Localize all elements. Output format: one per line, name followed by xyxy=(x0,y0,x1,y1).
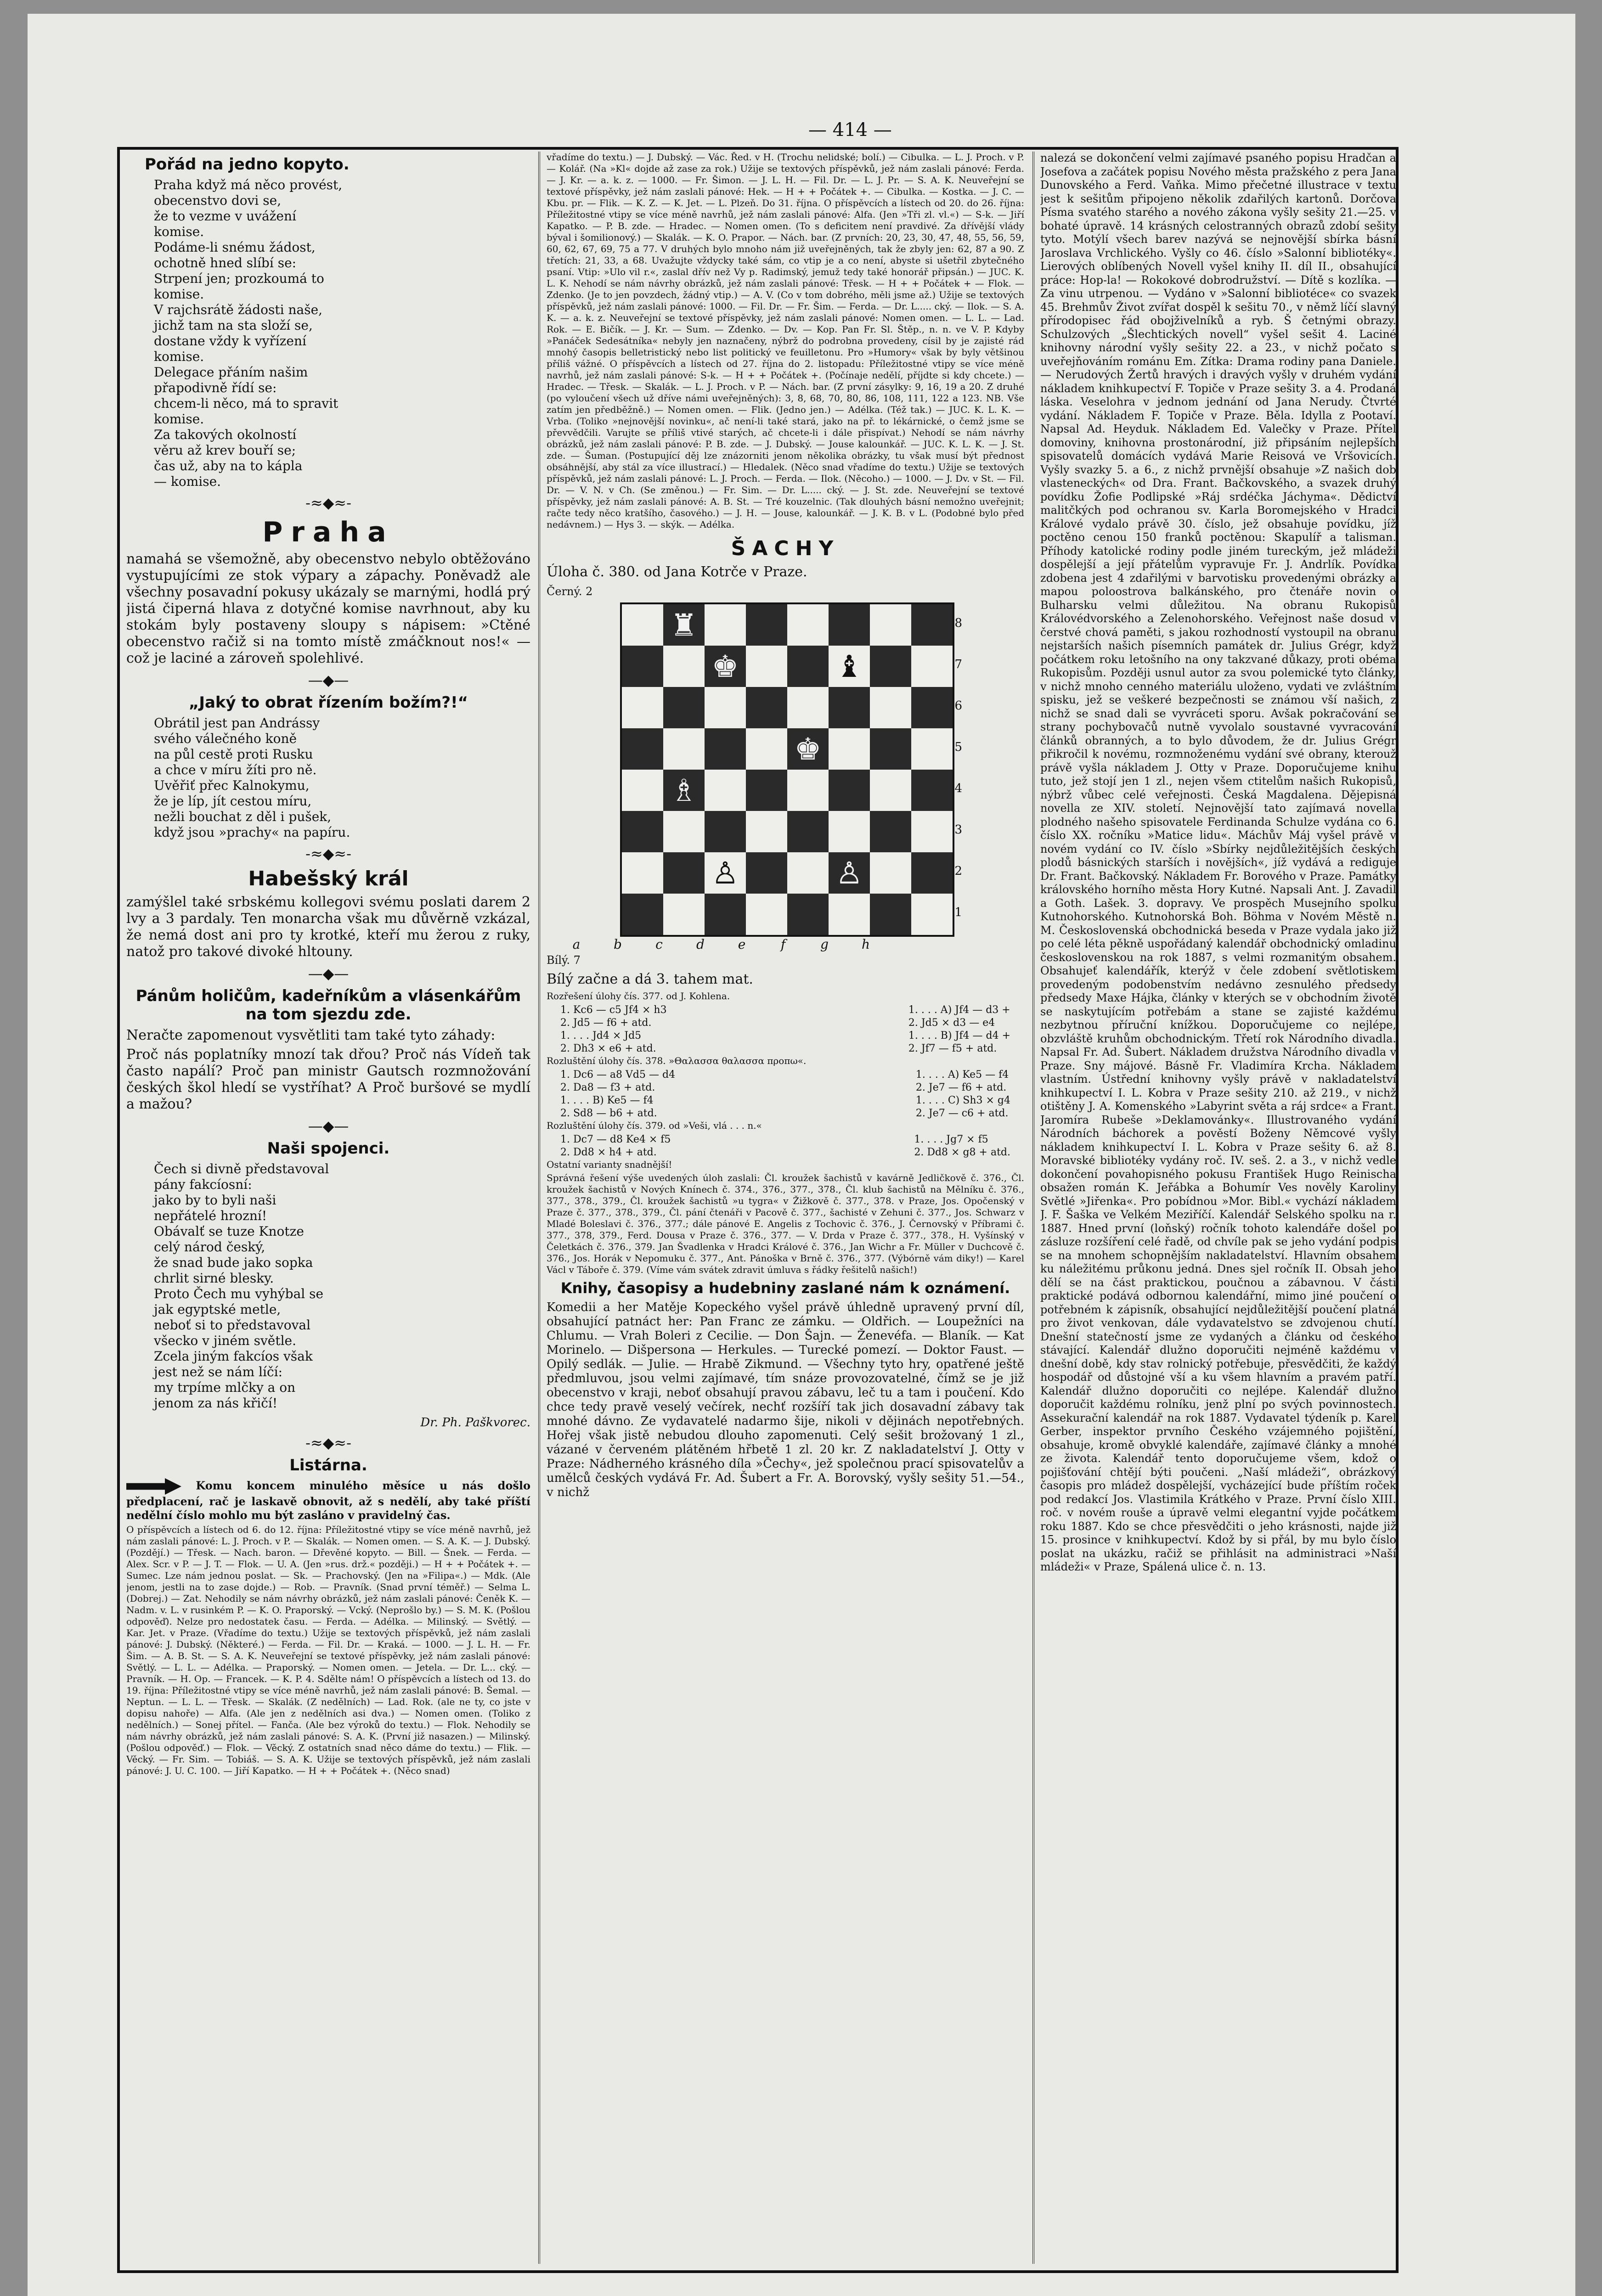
rank-label: 7 xyxy=(954,658,962,671)
solution-move: 2. Jd5 × d3 — e4 xyxy=(908,1017,995,1029)
chess-square xyxy=(787,604,829,646)
rank-label: 5 xyxy=(954,740,962,754)
article-text: namahá se všemožně, aby obecenstvo nebylo obtěžováno vystupujícími ze stok výpary a zápachy. Poněvadž ale všechny posavadní pokusy ukázaly se marnými, hodlá prý jistá čiperná hlava z dotyčné komise navrhnout, aby ku stokám byly postaveny sloupy s nápisem: »Ctěné obecenstvo račiž si na tomto místě zmáčknout nos!« — což je laciné a zároveň spolehlivé. xyxy=(126,551,530,666)
section-title: Listárna. xyxy=(289,1456,367,1474)
chess-square xyxy=(622,811,663,852)
solution-move: 1. . . . B) Ke5 — f4 xyxy=(560,1095,654,1106)
poem: Praha když má něco provést, obecenstvo dovi se, že to vezme v uvážení komise. Podáme-li snému žádost, ochotně hned slíbí se: Strpení jen; prozkoumá to komise. V rajchsrátě žádosti naše, jichž tam na sta složí se, dostane vždy k vyřízení komise. Delegace přáním našim přapodivně řídí se: chcem-li něco, má to spravit komise. Za takových okolností věru až krev bouří se; čas už, aby na to kápla — komise. xyxy=(154,177,343,489)
solution-move: 1. Dc6 — a8 Vd5 — d4 xyxy=(560,1069,676,1080)
article-text: Komedii a her Matěje Kopeckého vyšel právě úhledně upravený první díl, obsahující patnáct her: Pan Franc ze zámku. — Oldřich. — Loupežníci na Chlumu. — Vrah Boleri z Cecilie. — Don Šajn. — Ženevéfa. — Blaník. — Kat Morinelo. — Dišpersona — Herkules. — Turecké pomezí. — Doktor Faust. — Opilý sedlák. — Julie. — Hrabě Zikmund. — Všechny tyto hry, opatřené ještě předmluvou, jsou velmi zajímavé, tím snáze provozovatelné, čímž se je již obecenstvo v kraji, neboť obsahují pravou zábavu, leč tu a tam i poučení. Kdo chce tedy pravě veselý večírek, nechť rozšíří tak jich dosavadní zábavy tak mnohé dávno. Ze vydavatelé nadarmo šije, nikoli v dějinách nepotřebných. Hořej však jistě nebudou dlouho zapomenuti. Celý sešit brožovaný 1 zl., vázané v červeném plátěném hřbetě 1 zl. 20 kr. Z nakladatelství J. Otty v Praze: Nádherného krásného díla »Čechy«, jež společnou prací spisovatelův a umělců českých vydává Fr. Ad. Šubert a Fr. A. Borovský, vyšly sešity 51.—54., v nichž xyxy=(547,1300,1024,1499)
ornament-divider: -≈◆≈- xyxy=(305,845,351,862)
chess-square xyxy=(911,646,953,687)
chess-square xyxy=(622,894,663,935)
chess-square xyxy=(787,687,829,728)
solution-left xyxy=(560,1004,667,1055)
chess-square xyxy=(705,604,746,646)
solution-move: 1. Kc6 — c5 Jf4 × h3 xyxy=(560,1004,667,1016)
chess-square: ♚ xyxy=(787,728,829,770)
section-title: Knihy, časopisy a hudebniny zaslané nám k oznámení. xyxy=(560,1279,1010,1297)
chess-problem-title: Úloha č. 380. od Jana Kotrče v Praze. xyxy=(547,564,807,580)
article-text: zamýšlel také srbskému kollegovi svému poslati darem 2 lvy a 3 pardaly. Ten monarcha však mu důvěrně vzkázal, že nemá dost ani pro ty krotké, kteří mu žerou z ruky, natož pro takové divoké hltouny. xyxy=(126,894,530,960)
chess-square xyxy=(746,852,787,894)
solution-right xyxy=(916,1069,1010,1120)
chess-square xyxy=(911,604,953,646)
rank-label: 8 xyxy=(954,616,962,630)
chess-square: ♜ xyxy=(663,604,705,646)
chess-square xyxy=(622,770,663,811)
chess-square xyxy=(746,687,787,728)
chess-square xyxy=(870,687,911,728)
chess-square xyxy=(622,852,663,894)
solution-move: 1. . . . C) Sh3 × g4 xyxy=(915,1095,1010,1106)
solution-block xyxy=(560,1004,1010,1055)
solvers-text: Správná řešení výše uvedených úloh zaslali: Čl. kroužek šachistů v kavárně Jedličkově č. 376., Čl. kroužek šachistů v Nových Knínech č. 374., 376., 377., 378., Čl. klub šachistů na Mělníku č. 376., 377., 378., 379., Čl. kroužek šachistů »u tygra« v Žižkově č. 377., 378. v Praze, Jos. Opočenský v Praze č. 377., 378., 379., Čl. pání čtenáři v Pacově č. 377., šachisté v Zehuni č. 377., Jos. Schwarz v Mladé Boleslavi č. 376., 377.; dále pánové E. Angelis z Tochovic č. 376., J. Černovský v Příbrami č. 377., 378, 379., Ferd. Dousa v Praze č. 376., 377. — V. Drda v Praze č. 377., 378., H. Vyšínský v Čeletkách č. 376., 379. Jan Švadlenka v Hradci Králové č. 376., Jan Wichr a Fr. Müller v Duchcově č. 376., Jos. Horák v Nepomuku č. 377., Ant. Pánoška v Brně č. 376., 377. (Výbórně vám diky!) — Karel Václ v Táboře č. 379. (Víme vám svátek zdravit úmluva s řádky řešitelů našich!) xyxy=(547,1172,1024,1275)
column-divider xyxy=(538,152,540,2264)
chess-square xyxy=(746,604,787,646)
chess-square xyxy=(911,687,953,728)
subscription-notice xyxy=(126,1478,530,1522)
column-divider xyxy=(1032,152,1034,2264)
poem: Obrátil jest pan Andrássy svého válečného koně na půl cestě proti Rusku a chce v míru žíti pro ně. Uvěřiť přec Kalnokymu, že je líp, jít cestou míru, nežli bouchat z děl i pušek, když jsou »prachy« na papíru. xyxy=(154,715,350,840)
letters-column-text: O příspěvcích a lístech od 6. do 12. října: Příležitostné vtipy se více méně navrhů, jež nám zaslali pánové: L. J. Proch. v P. — Skalák. — Nomen omen. — S. A. K. — J. Dubský. (Pozdějí.) — Třesk. — Nach. baron. — Dřevěné kopyto. — Bill. — Šnek. — Ferda. — Alex. Scr. v P. — J. T. — Flok. — U. A. (Jen »rus. drž.« později.) — H + + Počátek +. — Sumec. Lze nám jednou poslat. — Sk. — Prachovský. (Jen na »Filipa«.) — Mdk. (Ale jenom, jestli na to zase dojde.) — Rob. — Pravník. (Snad první téměř.) — Selma L. (Dobrej.) — Zat. Nehodily se nám návrhy obrázků, jež nám zaslali pánové: Čeněk K. — Nadm. v. L. v rusinkém P. — K. O. Praporský. — Vcký. (Neprošlo by.) — S. M. K. (Pošlou odpověď). Nelze pro nedostatek času. — Ferda. — Adélka. — Milinský. — Světlý. — Kar. Jet. v Praze. (Vřadíme do textu.) Užije se textových příspěvků, jež nám zaslali pánové: J. Dubský. (Některé.) — Ferda. — Fil. Dr. — Kraká. — 1000. — J. L. H. — Fr. Šim. — A. B. St. — S. A. K. Neuveřejní se textové příspěvky, jež nám zaslali pánové: Světlý. — L. L. — Adélka. — Praporský. — Nomen omen. — Jetela. — Dr. L... cký. — Pravník. — H. Op. — Francek. — K. P. 4. Sdělte nám! O příspěvcích a lístech od 13. do 19. října: Příležitostné vtipy se více méně navrhů, jež nám zaslali pánové: B. Šemal. — Neptun. — L. L. — Třesk. — Skalák. (Z nedělních) — Lad. Rok. (ale ne ty, co jste v dopisu nahoře) — Alfa. (Ale jen z nedělních asi dva.) — Nomen omen. (Toliko z nedělních.) — Sonej přítel. — Fanča. (Ale bez výroků do textu.) — Flok. Nehodily se nám návrhy obrázků, jež nám zaslali pánové: S. A. K. (První již nasazen.) — Milinský. (Pošlou odpověď.) — Flok. — Věcký. Z ostatních snad něco dáme do textu.) — Flik. — Věcký. — Fr. Sim. — Tobiáš. — S. A. K. Užije se textových příspěvků, jež nám zaslali pánové: J. U. C. 100. — Jiří Kapatko. — H + + Počátek +. (Něco snad) xyxy=(126,1524,530,1776)
chess-square: ♗ xyxy=(663,770,705,811)
chess-square xyxy=(829,728,870,770)
solution-move: 2. Dd8 × h4 + atd. xyxy=(560,1147,657,1158)
page-number: — 414 — xyxy=(808,119,892,141)
solution-heading: Rozluštění úlohy čís. 378. »Θαλασσα θαλασσα προπω«. xyxy=(547,1055,807,1066)
solution-move: 2. Je7 — c6 + atd. xyxy=(915,1108,1009,1119)
chess-square xyxy=(829,894,870,935)
ornament-divider: —◆— xyxy=(308,671,349,689)
chess-square xyxy=(705,728,746,770)
left-column xyxy=(126,152,530,2264)
chess-square xyxy=(663,687,705,728)
chess-grid xyxy=(620,602,954,937)
chess-square xyxy=(705,770,746,811)
chess-square xyxy=(870,811,911,852)
article-title: Habešský král xyxy=(248,867,409,890)
article-title: Pánům holičům, kadeřníkům a vlásenkářům na tom sjezdu zde. xyxy=(135,987,521,1024)
rank-labels xyxy=(954,602,962,933)
solution-move: 2. Dd8 × g8 + atd. xyxy=(914,1147,1010,1158)
chess-square xyxy=(746,646,787,687)
file-label: b xyxy=(614,937,622,952)
ornament-divider: -≈◆≈- xyxy=(305,494,351,512)
white-label: Bílý. 7 xyxy=(547,954,581,967)
notice-text: Komu koncem minulého měsíce u nás došlo předplacení, rač je laskavě obnovit, až s nedělí, aby také příští nedělní číslo mohlo mu být zasláno v pravidelný čas. xyxy=(126,1479,530,1522)
rank-label: 1 xyxy=(954,906,962,919)
solution-block xyxy=(560,1133,1010,1159)
chess-square xyxy=(746,770,787,811)
solution-right xyxy=(908,1004,1010,1055)
chess-square xyxy=(663,894,705,935)
solution-move: 1. Dc7 — d8 Ke4 × f5 xyxy=(560,1134,671,1145)
article-title: Pořád na jedno kopyto. xyxy=(145,155,350,174)
chess-square xyxy=(911,770,953,811)
solution-move: 1. . . . Jd4 × Jd5 xyxy=(560,1030,642,1041)
chess-square xyxy=(870,728,911,770)
file-label: a xyxy=(572,937,581,952)
solution-heading: Rozluštění úlohy čís. 379. od »Veši, vlá . . . n.« xyxy=(547,1120,762,1131)
chess-square: ♚ xyxy=(705,646,746,687)
ornament-divider: —◆— xyxy=(308,965,349,982)
file-label: e xyxy=(738,937,746,952)
rank-label: 6 xyxy=(954,699,962,713)
chess-square xyxy=(663,811,705,852)
chess-square xyxy=(787,852,829,894)
article-title: Praha xyxy=(262,516,395,548)
chess-square: ♙ xyxy=(705,852,746,894)
solution-move: 2. Sd8 — b6 + atd. xyxy=(560,1108,657,1119)
chess-square xyxy=(829,604,870,646)
file-label: c xyxy=(655,937,663,952)
solution-move: 1. . . . Jg7 × f5 xyxy=(914,1134,988,1145)
chess-square xyxy=(787,646,829,687)
rank-label: 4 xyxy=(954,782,962,795)
solution-move: 2. Je7 — f6 + atd. xyxy=(915,1082,1007,1093)
article-title: Naši spojenci. xyxy=(267,1139,390,1158)
chess-square xyxy=(746,728,787,770)
ornament-divider: -≈◆≈- xyxy=(305,1434,351,1452)
chess-square xyxy=(787,894,829,935)
chess-square xyxy=(622,728,663,770)
solution-heading: Rozřešení úlohy čís. 377. od J. Kohlena. xyxy=(547,990,730,1002)
solution-move: 2. Dh3 × e6 + atd. xyxy=(560,1043,656,1054)
chess-square xyxy=(829,811,870,852)
solution-right xyxy=(914,1133,1010,1159)
solution-move: 2. Da8 — f3 + atd. xyxy=(560,1082,655,1093)
solution-left xyxy=(560,1133,671,1159)
chess-square xyxy=(911,728,953,770)
black-label: Černý. 2 xyxy=(547,585,593,598)
chess-square xyxy=(622,646,663,687)
solution-move: 1. . . . A) Ke5 — f4 xyxy=(915,1069,1009,1080)
chess-square xyxy=(870,604,911,646)
article-text: Proč nás poplatníky mnozí tak dřou? Proč nás Vídeň tak často napálí? Proč pan ministr Gautsch rozmnožování českých škol hledí se vystříhat? A Proč buršové se mydlí a mažou? xyxy=(126,1047,530,1112)
middle-column xyxy=(547,152,1024,2264)
rank-label: 2 xyxy=(954,864,962,878)
solution-left xyxy=(560,1069,675,1120)
article-text: nalezá se dokončení velmi zajímavé psaného popisu Hradčan a Josefova a začátek popisu Nového města pražského z pera Jana Dunovského a Ferd. Vaňka. Mimo přečetné illustrace v textu jest k sešitům připojeno několik zdařilých kartonů. Dorčova Písma svatého starého a nového zákona vyšly sešity 21.—25. v bohaté úpravě. 14 krásných celostranných obrazů zdobí sešity tyto. Motýlí všech barev nazývá se nejnovější sbírka básní Jaroslava Vrchlického. Vyšly co 46. číslo »Salonní bibliotéky«. Lierových oblíbených Novell vyšel knihy II. díl II., obsahující práce: Hop-la! — Rokokové dobrodružství. — Dítě s kozlíka. — Za vinu utrpenou. — Vydáno v »Salonní bibliotéce« co svazek 45. Brehmův Život zvířat dospěl k sešitu 70., v němž líčí slavný přírodopisec řád obojživelníků a ryb. Š četnými obrazy. Schulzových „Šlechtických novell“ vyšel sešit 4. Laciné knihovny národní vyšly sešity 22. a 23., v nichž počato s uveřejňováním románu Em. Zítka: Drama rodiny pana Daniele. — Nerudových Žertů hravých i dravých vyšly v druhém vydání nákladem knihkupectví F. Topiče v Praze sešity 3. a 4. Prodaná láska. Veselohra v jednom jednání od Jana Nerudy. Čtvrté vydání. Nákladem F. Topiče v Praze. Běla. Idylla z Pootaví. Napsal Ad. Heyduk. Nákladem Ed. Valečky v Praze. Přítel domoviny, knihovna prostonárodní, již připsáním nejlepších spisovatelů domácích vydává Marie Reisová ve Vršovicích. Vyšly svazky 5. a 6., z nichž prvnější obsahuje »Z našich dob vlasteneckých« od Dra. Frant. Bačkovského, a svazek druhý povídku Žofie Podlipské »Ráj srdéčka Jáchyma«. Dědictví malitčkých pod ochranou sv. Karla Boromejského v Hradci Králové vydalo právě 30. číslo, jež obsahuje povídku, jíž poctěno cenou 150 franků poctěnou: Skapulíř a talisman. Příhody katolické rodiny podle jiném tureckým, jež mládeži dospělejší a její přátelům vypravuje Fr. J. Andrlík. Povídka zdobena jest 4 zdařilými v barvotisku provedenými obrázky a mapou poloostrova balkánského, pro čtenáře novin o Bulharsku velmi důležitou. Na obranu Rukopisů Královédvorského a Zelenohorského. Veřejnost naše dosud v čerstvé chová paměti, s jakou rozhodností vystoupil na obranu nejstarších našich písemních památek dr. Julius Grégr, když počátkem roku letošního na ony takzvané důkazy, proti obéma Rukopisům. Později usnul autor za svou polemické tyto články, v nichž mnoho cenného materiálu uloženo, vydati ve zvláštním spisku, jež se veškeré bezpečnosti se známou vší našich, z nichž se snad dali se vyvráceti sporu. Avšak pokračování se strany pochybovačů nutně vyvolalo soustavné vyvracování článků obranných, a to bylo důvodem, že dr. Julius Grégr přikročil k novému, rozmnoženému vydání své obrany, kterouž právě vyšla nákladem J. Otty v Praze. Doporučujeme knihu tuto, jež stojí jen 1 zl., nejen všem ctitelům našich Rukopisů, nýbrž vůbec celé veřejnosti. Česká Magdalena. Dějepisná novella ze XIV. století. Nejnovější tato zajímavá novella plodného našeho spisovatele Ferdinanda Schulze vydána co 6. číslo XX. ročníku »Matice lidu«. Máchův Máj vyšel právě v novém vydání co IV. číslo »Sbírky nejdůležitějších českých plodů básnických starších i novějších«, jíž vydává a rediguje Dr. Frant. Bačkovský. Nákladem Fr. Borového v Praze. Památky královského horního města Hory Kutné. Napsali Ant. J. Zavadil a Goth. Lašek. 3. dopravy. Ve prospěch Musejního spolku Kutnohorského. Kutnohorská Boh. Böhma v Novém Městě n. M. Československá obchodnická beseda v Praze vydala jako již po celé léta pěkně uspořádaný kalendář obchodnický omladinu československou na rok 1887, s velmi rozmanitým obsahem. Obsahujeť kalendářík, kterýž v čele zdobení světlotiskem provedeným podobenstvím nedávno zesnulého předsedy předsedy Maxe Hájka, články v kterých se v obchodním životě se naskytujícím potřebám a stane se zajisté každému nezbytnou příruční knížkou. Doporučujeme co nejlépe, obzvláště kruhům obchodnickým. Třetí rok Národního divadla. Napsal Fr. Ad. Šubert. Nákladem družstva Národního divadla v Praze. Sny májové. Básně Fr. Vladimíra Krcha. Nákladem vlastním. Ústřední knihovny vyšly právě v nakladatelství knihkupectví I. L. Kobra v Praze sešity 210. až 219., v nichž otištěny J. A. Komenského »Labyrint světa a ráj srdce« a Frant. Jaromíra Rubeše »Deklamovánky«. Illustrovaného vydání Národních báchorek a pověstí Boženy Němcové vyšly nákladem knihkupectví I. L. Kobra v Praze sešity 6. až 8. Moravské bibliotéky vydány roč. IV. seš. 2. a 3., v nichž vedle dokončení povahopisného pokusu František Hugo Reinischa obsažen román K. Jeřábka a Bohumír Ves nověly Karoliny Světlé »Jiřenka«. Pro pobídnou »Mor. Bibl.« vychází nákladem J. F. Šaška ve Velkém Meziříčí. Kalendář Selského spolku na r. 1887. Hned první (loňský) ročník tohoto kalendáře došel po zásluze rozšíření celé řadě, od chvíle pak se jeho vydání podpis se na mnohem schopnějším nakladatelství. Hlavním obsahem ku náležitému průkonu jedná. Dnes sjel ročník II. Obsah jeho dělí se na část praktickou, poučnou a zábavnou. V části praktické podává odbornou kalendářní, mimo jiné poučení o potřebném k zápisník, obsahující nejdůležitější poučení platná pro život venkovan, dále vydavatelstvo se zdvojenou chutí. Dnešní statečností jsme ze vydaných a článku od českého stávající. Kalendář dlužno doporučiti nejméně každému v dnešní době, kdy stav rolnický potřebuje, přesvědčiti, že každý hospodář od důstojné vší a ku všem hlavním a pravém patří. Kalendář dlužno doporučiti co nejlépe. Kalendář dlužno doporučit každému rolníku, jenž plní po svých povinnostech. Assekurační kalendář na rok 1887. Vydavatel týdeník p. Karel Gerber, inspektor prvního Českého vzájemného pojištění, obsahuje, kromě obvyklé kalendáře, zajímavé články a mnohé ze života. Kalendář tento doporučujeme všem, kdož o pojišťování chtějí býti poučeni. „Naší mládeži“, obrázkový časopis pro mládež dospělejší, vycházející bude příštím roček pod redakcí Jos. Vlastimila Krátkého v Praze. První číslo XIII. roč. v novém rouše a úpravě velmi elegantní vyjde počátkem roku 1887. Kdo se chce přesvědčiti o jeho krásnosti, najde již 15. prosince v knihkupectví. Kdož by si přál, by mu bylo číslo poslat na ukázku, račiž se přihlásit na administraci »Naší mládeži« v Praze, Spálená ulice č. n. 13. xyxy=(1040,152,1396,1573)
chess-title: ŠACHY xyxy=(731,537,840,560)
file-label: d xyxy=(696,937,705,952)
solution-move: 1. . . . A) Jf4 — d3 + xyxy=(908,1004,1010,1016)
chess-square xyxy=(870,852,911,894)
chess-square xyxy=(663,646,705,687)
right-column xyxy=(1040,152,1396,2264)
ornament-divider: —◆— xyxy=(308,1117,349,1135)
chess-square xyxy=(663,728,705,770)
chess-square xyxy=(622,604,663,646)
chess-square xyxy=(870,646,911,687)
chess-square xyxy=(829,770,870,811)
chess-square xyxy=(870,894,911,935)
chess-square xyxy=(787,811,829,852)
file-labels xyxy=(556,937,886,952)
chess-square xyxy=(829,687,870,728)
article-title: „Jaký to obrat řízením božím?!“ xyxy=(188,693,468,712)
solution-move: 2. Jd5 — f6 + atd. xyxy=(560,1017,652,1029)
chess-square xyxy=(746,894,787,935)
letters-column-text: vřadíme do textu.) — J. Dubský. — Vác. Řed. v H. (Trochu nelidské; bolí.) — Cibulka. — L. J. Proch. v P. — Kolář. (Na »Kl« dojde až zase za rok.) Užije se textových příspěvků, jež nám zaslali pánové: Ferda. — J. Kr. — a. k. z. — 1000. — Fr. Šimon. — J. L. H. — Fil. Dr. — L. J. Pr. — S. A. K. Neuveřejní se textové příspěvky, jež nám zaslali pánové: Hek. — H + + Počátek +. — Cibulka. — Kostka. — J. C. — Kbu. pr. — Flik. — K. Z. — K. Jet. — L. Plzeň. Do 31. října. O příspěvcích a lístech od 20. do 26. října: Příležitostné vtipy se více méně navrhů, jež nám zaslali pánové: Alfa. (Jen »Tři zl. vl.«) — S-k. — Jiří Kapatko. — P. B. zde. — Hradec. — Nomen omen. (To s deficitem není pravdivé. Za dřívější vlády býval i šomilionový.) — Skalák. — K. O. Prapor. — Nách. bar. (Z prvních: 20, 23, 30, 47, 48, 55, 56, 59, 60, 62, 67, 69, 75 a 77. V druhých bylo mnoho nám již uveřejněných, tak že zbyly jen: 62, 87 a 90. Z třetích: 21, 33, a 68. Uvažujte vždycky také sám, co vtip je a co není, abyste si ušetřil zbytečného psaní. Vtip: »Ulo vil r.«, zaslal dřív než Vy p. Radimský, jemuž tedy také honorář připsán.) — JUC. K. L. K. Nehodí se nám návrhy obrázků, jež nám zaslali pánové: Třesk. — H + + Počátek + — Flok. — Zdenko. (Je to jen povzdech, žádný vtip.) — A. V. (Co v tom dobrého, měli jsme až.) Užije se textových příspěvků, jež nám zaslali pánové: 1000. — Fil. Dr. — Fr. Šim. — Ferda. — Dr. L..... cký. — Ilok. — S. A. K. — a. k. z. Neuveřejní se textové příspěvky, jež nám zaslali pánové: Nomen omen. — L. L. — Lad. Rok. — E. Bičík. — J. Kr. — Sum. — Zdenko. — Dv. — Kop. Pan Fr. Sl. Štěp., n. n. ve V. P. Kdyby »Panáček Sedesátníka« nebyly jen naznačeny, nýbrž do podrobna provedeny, císil by je zajisté rád mnohý časopis belletristický nebo list politický ve feuilletonu. Pro »Humory« však by byly většinou příliš vážné. O příspěvcích a lístech od 27. října do 2. listopadu: Příležitostné vtipy se více méně navrhů, jež nám zaslali pánové: S-k. — H + + Počátek +. (Počínaje nedělí, příjdte si kdy chcete.) — Hradec. — Třesk. — Skalák. — L. J. Proch. v P. — Nách. bar. (Z první zásylky: 9, 16, 19 a 20. Z druhé (po vyloučení všech už dříve námi uveřejněných): 3, 8, 68, 70, 80, 86, 108, 111, 122 a 123. NB. Vše zatím jen předběžně.) — Nomen omen. — Flik. (Jedno jen.) — Adélka. (Též tak.) — JUC. K. L. K. — Vrba. (Toliko »nejnovější novinku«, ač není-li také stará, jako na př. to lékárnické, o čemž jsme se převvědčili. Varujte se příliš vtivé starých, ač chcete-li i dále přispívat.) Nehodí se nám návrhy obrázků, jež nám zaslali pánové: P. B. zde. — J. Dubský. — Jouse kalounkář. — JUC. K. L. K. — J. St. zde. — Šuman. (Postupující děj lze znázorniti jenom několika obrázky, tu však musí být přednost obsáhnější, aby stál za více illustrací.) — Hledalek. (Něco snad vřadíme do textu.) Užije se textových příspěvků, jež nám zaslali pánové: L. J. Proch. — Ferda. — Ilok. (Něcoho.) — 1000. — J. Dv. v St. — Fil. Dr. — V. N. v Ch. (Se změnou.) — Fr. Sim. — Dr. L..... cký. — J. St. zde. Neuveřejní se textové příspěvky, jež nám zaslali pánové: A. B. St. — Tré kouzelnic. (Tak dlouhých básní nemožno uveřejnit; račte tedy něco kratšího, časového.) — J. H. — Jouse, kalounkář. — J. K. B. v L. (Podobné bylo před nedávnem.) — Hys 3. — skýk. — Adélka. xyxy=(547,152,1024,530)
solution-move: 1. . . . B) Jf4 — d4 + xyxy=(908,1030,1010,1041)
solution-block xyxy=(560,1069,1010,1120)
file-label: f xyxy=(780,937,786,952)
chess-square xyxy=(911,894,953,935)
solution-move: 2. Jf7 — f5 + atd. xyxy=(908,1043,997,1054)
chess-square: ♝ xyxy=(829,646,870,687)
chess-square xyxy=(746,811,787,852)
signature: Dr. Ph. Paškvorec. xyxy=(420,1416,530,1429)
poem: Čech si divně představoval pány fakcíosní: jako by to byli naši nepřátelé hrozní! Obávalť se tuze Knotze celý národ český, že snad bude jako sopka chrlit sirné blesky. Proto Čech mu vyhýbal se jak egyptské metle, neboť si to představoval všecko v jiném světle. Zcela jiným fakcíos však jest než se nám líčí: my trpíme mlčky a on jenom za nás křičí! xyxy=(154,1161,329,1411)
chess-square xyxy=(787,770,829,811)
file-label: h xyxy=(861,937,870,952)
solution-note: Ostatní varianty snadnější! xyxy=(547,1159,672,1170)
chess-board xyxy=(611,602,960,937)
chess-square: ♙ xyxy=(829,852,870,894)
chess-square xyxy=(622,687,663,728)
chess-square xyxy=(705,811,746,852)
rank-label: 3 xyxy=(954,823,962,837)
chess-square xyxy=(911,852,953,894)
chess-square xyxy=(705,687,746,728)
chess-instruction: Bílý začne a dá 3. tahem mat. xyxy=(547,971,753,987)
chess-square xyxy=(705,894,746,935)
file-label: g xyxy=(820,937,829,952)
article-text: Neračte zapomenout vysvětliti tam také tyto záhady: xyxy=(126,1027,496,1043)
chess-square xyxy=(911,811,953,852)
chess-square xyxy=(663,852,705,894)
pointing-hand-icon xyxy=(126,1478,181,1495)
chess-square xyxy=(870,770,911,811)
